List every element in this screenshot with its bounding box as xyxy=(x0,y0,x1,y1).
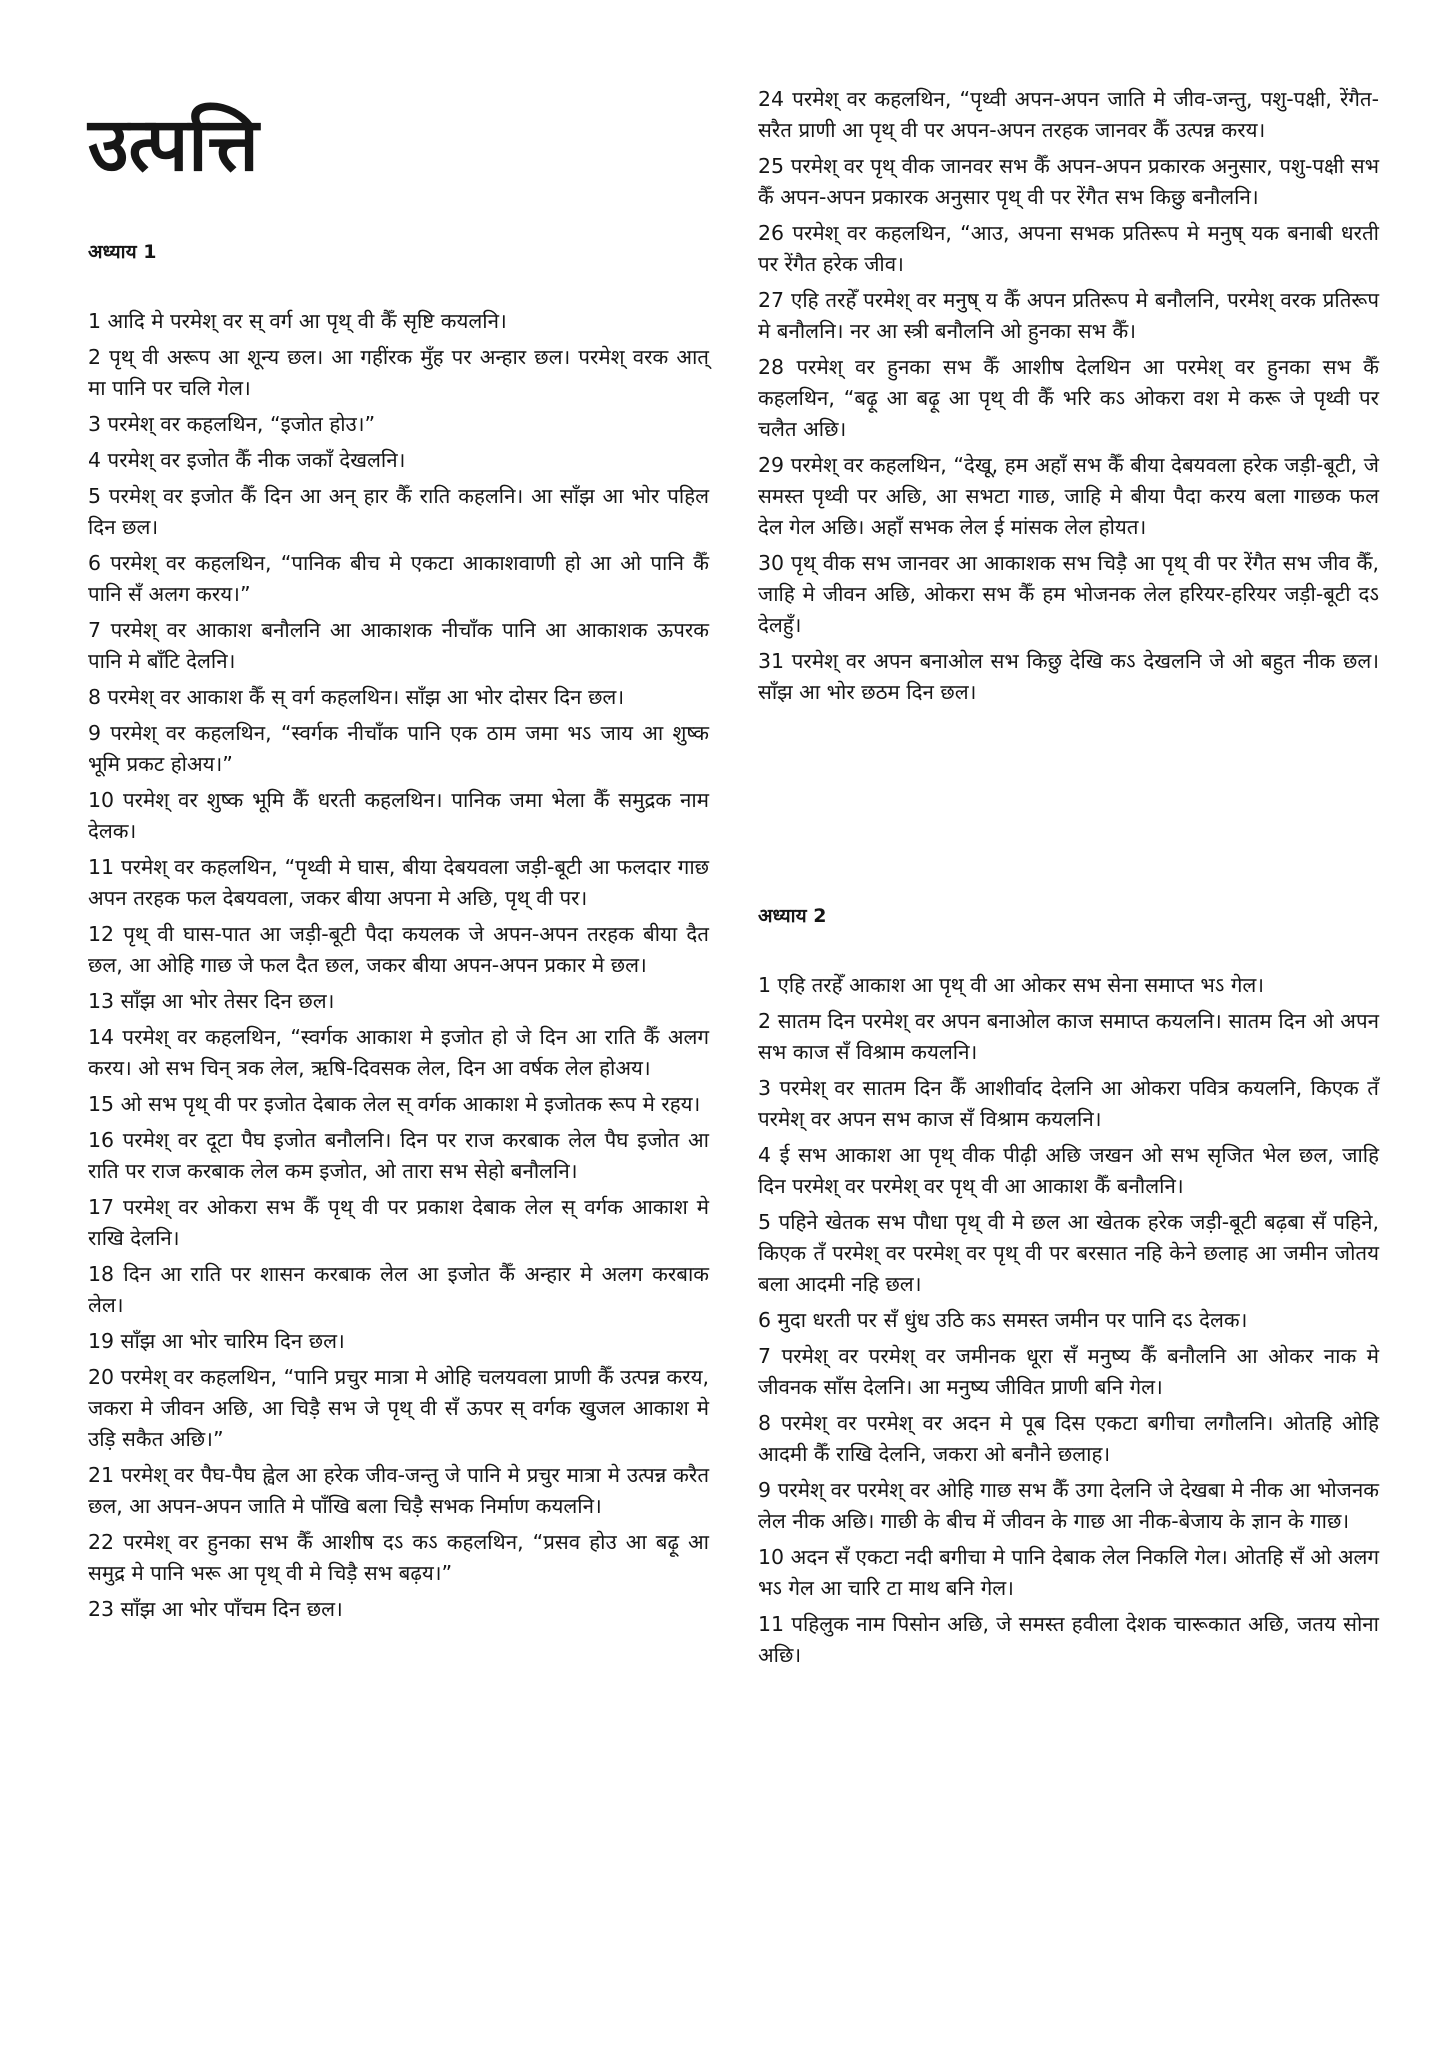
verse: 19 साँझ आ भोर चारिम दिन छल। xyxy=(88,1329,345,1353)
verse: 11 पहिलुक नाम पिसोन अछि, जे समस्त हवीला देशक चारूकात अछि, जतय सोना अछि। xyxy=(758,1612,1379,1667)
verse: 13 साँझ आ भोर तेसर दिन छल। xyxy=(88,989,335,1013)
chapter-heading-2: अध्याय 2 xyxy=(758,905,827,927)
verse: 7 परमेश् वर आकाश बनौलनि आ आकाशक नीचाँक पानि आ आकाशक ऊपरक पानि मे बाँटि देलनि। xyxy=(88,618,709,673)
verse: 7 परमेश् वर परमेश् वर जमीनक धूरा सँ मनुष्य कैँ बनौलनि आ ओकर नाक मे जीवनक साँस देलनि। आ मनुष्य जीवित प्राणी बनि गेल। xyxy=(758,1344,1379,1399)
verse: 8 परमेश् वर परमेश् वर अदन मे पूब दिस एकटा बगीचा लगौलनि। ओतहि ओहि आदमी कैँ राखि देलनि, जकरा ओ बनौने छलाह। xyxy=(758,1411,1379,1466)
verse: 27 एहि तरहेँ परमेश् वर मनुष् य कैँ अपन प्रतिरूप मे बनौलनि, परमेश् वरक प्रतिरूप मे बनौलनि। नर आ स्त्री बनौलनि ओ हुनका सभ कैँ। xyxy=(758,288,1379,343)
verse: 4 ई सभ आकाश आ पृथ् वीक पीढ़ी अछि जखन ओ सभ सृजित भेल छल, जाहि दिन परमेश् वर परमेश् वर पृथ् वी आ आकाश कैँ बनौलनि। xyxy=(758,1143,1379,1198)
verse: 26 परमेश् वर कहलथिन, “आउ, अपना सभक प्रतिरूप मे मनुष् यक बनाबी धरती पर रेंगैत हरेक जीव। xyxy=(758,221,1379,276)
verse: 10 अदन सँ एकटा नदी बगीचा मे पानि देबाक लेल निकलि गेल। ओतहि सँ ओ अलग भऽ गेल आ चारि टा माथ बनि गेल। xyxy=(758,1545,1379,1600)
verse: 3 परमेश् वर कहलथिन, “इजोत होउ।” xyxy=(88,412,376,436)
verse: 6 मुदा धरती पर सँ धुंध उठि कऽ समस्त जमीन पर पानि दऽ देलक। xyxy=(758,1308,1248,1332)
verse: 12 पृथ् वी घास-पात आ जड़ी-बूटी पैदा कयलक जे अपन-अपन तरहक बीया दैत छल, आ ओहि गाछ जे फल दैत छल, जकर बीया अपन-अपन प्रकार मे छल। xyxy=(88,922,709,977)
verse: 23 साँझ आ भोर पाँचम दिन छल। xyxy=(88,1597,343,1621)
verse: 5 पहिने खेतक सभ पौधा पृथ् वी मे छल आ खेतक हरेक जड़ी-बूटी बढ़बा सँ पहिने, किएक तँ परमेश् वर परमेश् वर पृथ् वी पर बरसात नहि केने छलाह आ जमीन जोतय बला आदमी नहि छल। xyxy=(758,1210,1379,1296)
verse: 2 पृथ् वी अरूप आ शून्य छल। आ गहींरक मुँह पर अन्हार छल। परमेश् वरक आत् मा पानि पर चलि गेल। xyxy=(88,345,709,400)
verse: 25 परमेश् वर पृथ् वीक जानवर सभ कैँ अपन-अपन प्रकारक अनुसार, पशु-पक्षी सभ कैँ अपन-अपन प्रकारक अनुसार पृथ् वी पर रेंगैत सभ किछु बनौलनि। xyxy=(758,154,1379,209)
verse: 3 परमेश् वर सातम दिन कैँ आशीर्वाद देलनि आ ओकरा पवित्र कयलनि, किएक तँ परमेश् वर अपन सभ काज सँ विश्राम कयलनि। xyxy=(758,1076,1379,1131)
verse: 14 परमेश् वर कहलथिन, “स्वर्गक आकाश मे इजोत हो जे दिन आ राति कैँ अलग करय। ओ सभ चिन् त्रक लेल, ऋषि-दिवसक लेल, दिन आ वर्षक लेल होअय। xyxy=(88,1025,709,1080)
chapter-heading-1: अध्याय 1 xyxy=(88,241,157,263)
verse: 30 पृथ् वीक सभ जानवर आ आकाशक सभ चिड़ै आ पृथ् वी पर रेंगैत सभ जीव कैँ, जाहि मे जीवन अछि, ओकरा सभ कैँ हम भोजनक लेल हरियर-हरियर जड़ी-बूटी दऽ देलहुँ। xyxy=(758,551,1379,637)
verse: 6 परमेश् वर कहलथिन, “पानिक बीच मे एकटा आकाशवाणी हो आ ओ पानि कैँ पानि सँ अलग करय।” xyxy=(88,551,709,606)
verse: 22 परमेश् वर हुनका सभ कैँ आशीष दऽ कऽ कहलथिन, “प्रसव होउ आ बढ़ू आ समुद्र मे पानि भरू आ पृथ् वी मे चिड़ै सभ बढ़य।” xyxy=(88,1530,709,1585)
verse: 17 परमेश् वर ओकरा सभ कैँ पृथ् वी पर प्रकाश देबाक लेल स् वर्गक आकाश मे राखि देलनि। xyxy=(88,1195,709,1250)
verse: 9 परमेश् वर परमेश् वर ओहि गाछ सभ कैँ उगा देलनि जे देखबा मे नीक आ भोजनक लेल नीक अछि। गाछी के बीच में जीवन के गाछ आ नीक-बेजाय के ज्ञान के गाछ। xyxy=(758,1478,1379,1533)
verse: 20 परमेश् वर कहलथिन, “पानि प्रचुर मात्रा मे ओहि चलयवला प्राणी कैँ उत्पन्न करय, जकरा मे जीवन अछि, आ चिड़ै सभ जे पृथ् वी सँ ऊपर स् वर्गक खुजल आकाश मे उड़ि सकैत अछि।” xyxy=(88,1365,709,1451)
verse: 29 परमेश् वर कहलथिन, “देखू, हम अहाँ सभ कैँ बीया देबयवला हरेक जड़ी-बूटी, जे समस्त पृथ्वी पर अछि, आ सभटा गाछ, जाहि मे बीया पैदा करय बला गाछक फल देल गेल अछि। अहाँ सभक लेल ई मांसक लेल होयत। xyxy=(758,453,1379,539)
book-title: उत्पत्ति xyxy=(88,102,259,188)
verse: 9 परमेश् वर कहलथिन, “स्वर्गक नीचाँक पानि एक ठाम जमा भऽ जाय आ शुष्क भूमि प्रकट होअय।” xyxy=(88,721,709,776)
verse: 31 परमेश् वर अपन बनाओल सभ किछु देखि कऽ देखलनि जे ओ बहुत नीक छल। साँझ आ भोर छठम दिन छल। xyxy=(758,649,1379,704)
verse: 2 सातम दिन परमेश् वर अपन बनाओल काज समाप्त कयलनि। सातम दिन ओ अपन सभ काज सँ विश्राम कयलनि। xyxy=(758,1009,1379,1064)
verse: 16 परमेश् वर दूटा पैघ इजोत बनौलनि। दिन पर राज करबाक लेल पैघ इजोत आ राति पर राज करबाक लेल कम इजोत, ओ तारा सभ सेहो बनौलनि। xyxy=(88,1128,709,1183)
verse: 5 परमेश् वर इजोत कैँ दिन आ अन् हार कैँ राति कहलनि। आ साँझ आ भोर पहिल दिन छल। xyxy=(88,484,709,539)
verse: 10 परमेश् वर शुष्क भूमि कैँ धरती कहलथिन। पानिक जमा भेला कैँ समुद्रक नाम देलक। xyxy=(88,788,709,843)
chapter-1-verses-b xyxy=(758,84,1379,713)
verse: 24 परमेश् वर कहलथिन, “पृथ्वी अपन-अपन जाति मे जीव-जन्तु, पशु-पक्षी, रेंगैत-सरैत प्राणी आ पृथ् वी पर अपन-अपन तरहक जानवर कैँ उत्पन्न करय। xyxy=(758,87,1379,142)
verse: 28 परमेश् वर हुनका सभ कैँ आशीष देलथिन आ परमेश् वर हुनका सभ कैँ कहलथिन, “बढ़ू आ बढ़ू आ पृथ् वी कैँ भरि कऽ ओकरा वश मे करू जे पृथ्वी पर चलैत अछि। xyxy=(758,355,1379,441)
verse: 11 परमेश् वर कहलथिन, “पृथ्वी मे घास, बीया देबयवला जड़ी-बूटी आ फलदार गाछ अपन तरहक फल देबयवला, जकर बीया अपना मे अछि, पृथ् वी पर। xyxy=(88,855,709,910)
verse: 15 ओ सभ पृथ् वी पर इजोत देबाक लेल स् वर्गक आकाश मे इजोतक रूप मे रहय। xyxy=(88,1092,701,1116)
verse: 1 एहि तरहेँ आकाश आ पृथ् वी आ ओकर सभ सेना समाप्त भऽ गेल। xyxy=(758,973,1265,997)
verse: 1 आदि मे परमेश् वर स् वर्ग आ पृथ् वी कैँ सृष्टि कयलनि। xyxy=(88,309,507,333)
verse: 21 परमेश् वर पैघ-पैघ ह्वेल आ हरेक जीव-जन्तु जे पानि मे प्रचुर मात्रा मे उत्पन्न करैत छल, आ अपन-अपन जाति मे पाँखि बला चिड़ै सभक निर्माण कयलनि। xyxy=(88,1463,709,1518)
chapter-2-verses xyxy=(758,970,1379,1676)
verse: 4 परमेश् वर इजोत कैँ नीक जकाँ देखलनि। xyxy=(88,448,406,472)
chapter-1-verses-a xyxy=(88,306,709,1630)
verse: 18 दिन आ राति पर शासन करबाक लेल आ इजोत कैँ अन्हार मे अलग करबाक लेल। xyxy=(88,1262,709,1317)
verse: 8 परमेश् वर आकाश कैँ स् वर्ग कहलथिन। साँझ आ भोर दोसर दिन छल। xyxy=(88,685,625,709)
